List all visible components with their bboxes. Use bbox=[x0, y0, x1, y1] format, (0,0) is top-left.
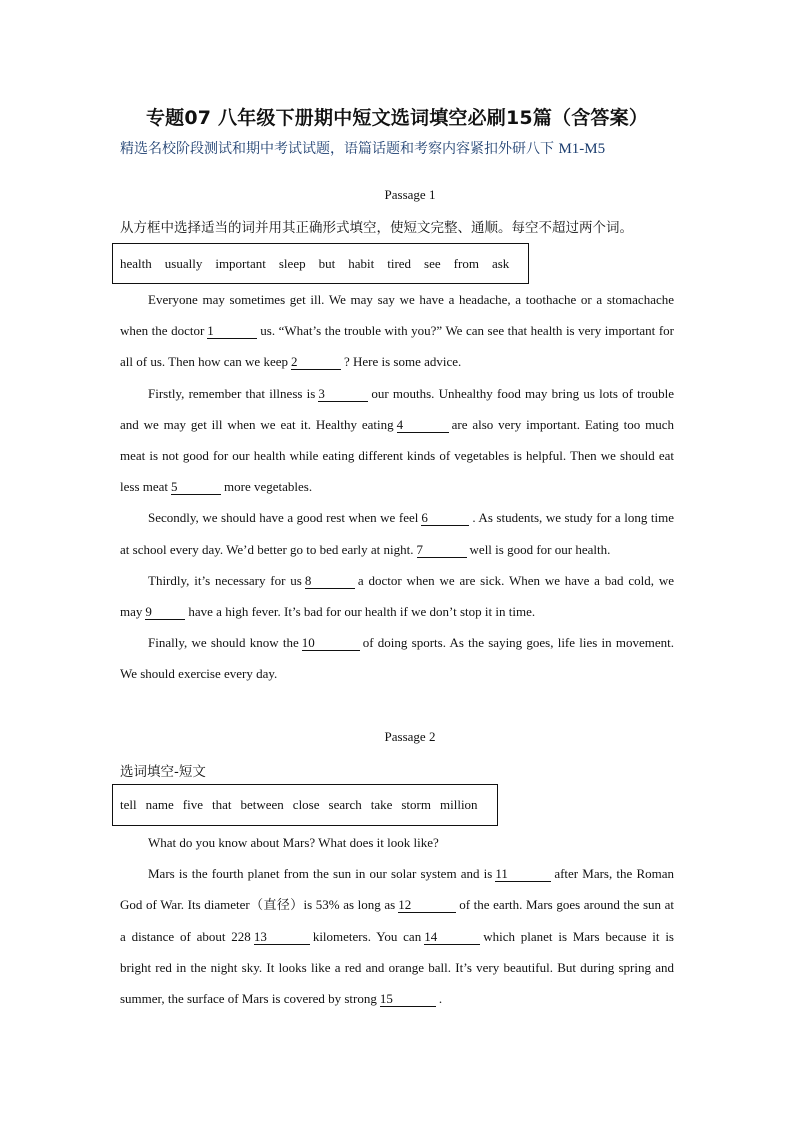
paragraph-text: ? Here is some advice. bbox=[343, 354, 462, 370]
paragraph-text: . As students, we study for a long time at school every day. We’d better go to bed early at night. bbox=[120, 510, 674, 557]
answer-blank-8[interactable]: 8 bbox=[305, 573, 355, 589]
answer-blank-7[interactable]: 7 bbox=[417, 542, 467, 558]
word-bank-item: tired bbox=[387, 255, 412, 271]
answer-blank-1[interactable]: 1 bbox=[207, 323, 257, 339]
answer-blank-14[interactable]: 14 bbox=[424, 929, 480, 945]
passage-1-body bbox=[120, 284, 674, 690]
passage-2-label: Passage 2 bbox=[384, 729, 436, 744]
word-bank-item: from bbox=[453, 255, 479, 271]
answer-blank-12[interactable]: 12 bbox=[398, 897, 456, 913]
answer-blank-5[interactable]: 5 bbox=[171, 479, 221, 495]
passage-1-paragraph bbox=[120, 502, 674, 564]
word-bank-item: million bbox=[440, 797, 478, 812]
paragraph-text: . bbox=[438, 991, 443, 1007]
word-bank-item: that bbox=[211, 797, 232, 812]
word-bank-item: see bbox=[424, 255, 441, 271]
passage-1-paragraph bbox=[120, 565, 674, 627]
answer-blank-2[interactable]: 2 bbox=[291, 354, 341, 370]
word-bank-item: storm bbox=[401, 797, 431, 812]
word-bank-item: close bbox=[292, 797, 320, 812]
passage-1-paragraph bbox=[120, 627, 674, 689]
paragraph-text: are also very important. Eating too much meat is not good for our health while eating different kinds of vegetables is helpful. Then we should eat less meat bbox=[120, 416, 674, 495]
word-bank-item: name bbox=[145, 797, 174, 812]
answer-blank-10[interactable]: 10 bbox=[302, 635, 360, 651]
word-bank-item: between bbox=[240, 797, 284, 812]
paragraph-text: Secondly, we should have a good rest when we feel bbox=[148, 510, 419, 526]
answer-blank-15[interactable]: 15 bbox=[380, 991, 436, 1007]
paragraph-text: our mouths. Unhealthy food may bring us lots of trouble and we may get ill when we eat it. Healthy eating bbox=[120, 385, 674, 432]
document-subtitle bbox=[120, 138, 680, 158]
word-bank-item: search bbox=[328, 797, 362, 812]
word-bank-item: ask bbox=[491, 255, 510, 271]
word-bank-item: important bbox=[215, 255, 266, 271]
word-bank-item: tell bbox=[120, 797, 137, 812]
paragraph-text: more vegetables. bbox=[224, 479, 313, 495]
answer-blank-13[interactable]: 13 bbox=[254, 929, 310, 945]
passage-2-paragraph bbox=[120, 858, 674, 1014]
paragraph-text: Everyone may sometimes get ill. We may say we have a headache, a toothache or a stomachache when the doctor bbox=[120, 292, 674, 339]
word-bank-item: five bbox=[182, 797, 203, 812]
paragraph-text: of the earth. Mars goes around the sun at a distance of about 228 bbox=[120, 897, 674, 944]
document-title: 专题07 八年级下册期中短文选词填空必刷15篇（含答案） bbox=[145, 107, 649, 129]
subtitle-text: 精选名校阶段测试和期中考试试题，语篇话题和考察内容紧扣外研八下 bbox=[120, 141, 554, 157]
paragraph-text: have a high fever. It’s bad for our health if we don’t stop it in time. bbox=[188, 604, 536, 620]
word-bank-item: health bbox=[120, 255, 152, 271]
paragraph-text: after Mars, the Roman God of War. Its diameter（直径）is 53% as long as bbox=[120, 866, 674, 913]
word-bank-item: sleep bbox=[278, 255, 306, 271]
word-bank-item: but bbox=[318, 255, 336, 271]
answer-blank-9[interactable]: 9 bbox=[145, 604, 185, 620]
paragraph-text: well is good for our health. bbox=[469, 541, 611, 557]
passage-2-body bbox=[120, 827, 674, 1014]
passage-2-paragraph: What do you know about Mars? What does it look like? bbox=[148, 835, 439, 850]
paragraph-text: Finally, we should know the bbox=[148, 635, 299, 651]
passage-1-paragraph bbox=[120, 284, 674, 378]
answer-blank-11[interactable]: 11 bbox=[495, 866, 551, 882]
paragraph-text: Firstly, remember that illness is bbox=[148, 385, 316, 401]
passage-1-word-bank bbox=[112, 243, 529, 284]
word-bank-item: usually bbox=[164, 255, 203, 271]
passage-1-label: Passage 1 bbox=[384, 187, 436, 202]
paragraph-text: which planet is Mars because it is bright red in the night sky. It looks like a red and orange ball. It’s very beautiful. But during spring and summer, the surface of Mars is covered by strong bbox=[120, 928, 674, 1007]
answer-blank-6[interactable]: 6 bbox=[421, 510, 469, 526]
word-bank-item: take bbox=[370, 797, 393, 812]
paragraph-text: Mars is the fourth planet from the sun in our solar system and is bbox=[148, 866, 493, 882]
paragraph-text: kilometers. You can bbox=[312, 928, 422, 944]
word-bank-item: habit bbox=[348, 255, 375, 271]
answer-blank-3[interactable]: 3 bbox=[318, 386, 368, 402]
passage-2-instruction: 选词填空-短文 bbox=[120, 764, 206, 780]
paragraph-text: Thirdly, it’s necessary for us bbox=[148, 572, 302, 588]
subtitle-module-range: M1-M5 bbox=[558, 141, 606, 157]
paragraph-text: us. “What’s the trouble with you?” We can see that health is very important for all of us. Then how can we keep bbox=[120, 323, 674, 370]
answer-blank-4[interactable]: 4 bbox=[397, 417, 449, 433]
passage-1-paragraph bbox=[120, 378, 674, 503]
passage-2-word-bank bbox=[112, 784, 498, 826]
passage-1-instruction: 从方框中选择适当的词并用其正确形式填空，使短文完整、通顺。每空不超过两个词。 bbox=[120, 220, 633, 236]
paragraph-text: a doctor when we are sick. When we have a bad cold, we may bbox=[120, 572, 674, 620]
paragraph-text: of doing sports. As the saying goes, life lies in movement. We should exercise every day. bbox=[120, 635, 674, 682]
